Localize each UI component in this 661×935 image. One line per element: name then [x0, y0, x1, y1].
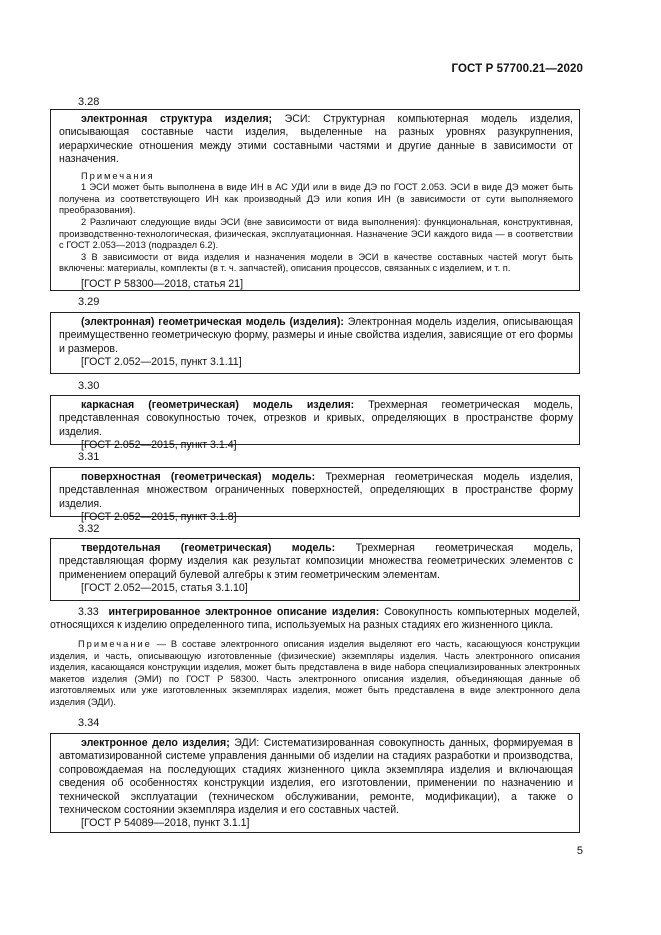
term-box-3-28 [50, 109, 580, 291]
notes-heading-3-28: Примечания [81, 170, 155, 181]
definition-text-3-34: ЭДИ: Систематизированная совокупность данных, формируемая в автоматизированной системе управления данными об изделии на стадиях разработки и производства, сопровождаемая на последующих стадиях жизненного цикла экземпляра изделия и включающая сведения об особенностях конструкции изделия, его изготовлении, применении по назначению и технической эксплуатации (техническом обслуживании, ремонте, модификации), а также о техническом состоянии экземпляра изделия и его составных частей. [59, 737, 574, 817]
entry-number-3-33: 3.33 [78, 606, 99, 618]
entry-3-33 [50, 606, 580, 633]
entry-number-3-34: 3.34 [78, 717, 100, 729]
reference-3-30: [ГОСТ 2.052—2015, пункт 3.1.4] [81, 439, 237, 452]
note-3-33 [50, 639, 580, 709]
term-box-3-34 [50, 733, 580, 833]
term-box-3-30 [50, 395, 580, 452]
reference-3-31: [ГОСТ 2.052—2015, пункт 3.1.8] [81, 511, 237, 524]
entry-number-3-30: 3.30 [78, 380, 100, 392]
note-3-3-28: 3 В зависимости от вида изделия и назначения модели в ЭСИ в качестве составных частей могут быть включены: материалы, комплекты (в т. ч. запчастей), описания процессов, связанных с изделием, и т. п. [59, 251, 573, 274]
term-box-3-29 [50, 312, 580, 374]
definition-3-34 [59, 737, 573, 817]
term-3-34: электронное дело изделия; [81, 737, 230, 749]
term-3-29: (электронная) геометрическая модель (изделия): [81, 316, 344, 328]
definition-3-32 [59, 542, 573, 582]
definition-3-31 [59, 471, 573, 511]
entry-number-3-28: 3.28 [78, 96, 100, 108]
definition-text-3-30: Трехмерная геометрическая модель, представленная совокупностью точек, отрезков и кривых, определяющих в пространстве форму изделия. [59, 399, 574, 438]
term-3-32: твердотельная (геометрическая) модель: [81, 542, 336, 554]
document-id: ГОСТ Р 57700.21—2020 [451, 63, 583, 75]
entry-number-3-31: 3.31 [78, 451, 100, 463]
entry-number-3-29: 3.29 [78, 296, 100, 308]
definition-3-30 [59, 399, 573, 439]
definition-text-3-28: ЭСИ: Структурная компьютерная модель изделия, описывающая составные части изделия, выделенные на разных уровнях разукрупнения, иерархические отношения между этими составными частями и другие данные в зависимости от назначения. [59, 113, 573, 166]
reference-3-29: [ГОСТ 2.052—2015, пункт 3.1.11] [81, 356, 242, 369]
definition-3-29 [59, 316, 573, 356]
term-3-33: интегрированное электронное описание изделия: [108, 606, 380, 618]
note-heading-3-33: Примечание [78, 639, 152, 649]
reference-3-32: [ГОСТ 2.052—2015, статья 3.1.10] [81, 582, 248, 595]
reference-3-34: [ГОСТ Р 54089—2018, пункт 3.1.1] [81, 817, 250, 830]
term-box-3-32 [50, 538, 580, 601]
term-3-31: поверхностная (геометрическая) модель: [81, 471, 316, 483]
definition-3-28 [59, 113, 573, 167]
definition-text-3-31: Трехмерная геометрическая модель изделия, представленная множеством ограниченных поверхностей, определяющих в пространстве форму изделия. [59, 471, 573, 510]
definition-text-3-33: Совокупность компьютерных моделей, относящихся к изделию определенного типа, используемых на разных стадиях его жизненного цикла. [50, 606, 580, 632]
term-3-30: каркасная (геометрическая) модель изделия: [81, 399, 355, 411]
note-2-3-28: 2 Различают следующие виды ЭСИ (вне зависимости от вида выполнения): функциональная, конструктивная, производственно-технологическая, физическая, эксплуатационная. Назначение ЭСИ каждого вида — в соответствии с ГОСТ 2.053—2013 (подраздел 6.2). [59, 217, 573, 251]
note-text-3-33: — В составе электронного описания изделия выделяют его часть, касающуюся конструкции изделия, и часть, описывающую изготовленные (физические) экземпляры изделия. Часть электронного описания изделия, касающаяся конструкции изделия, может быть представлена в виде набора специализированных электронных макетов изделия (ЭМИ) по ГОСТ Р 58300. Часть электронного описания изделия, объединяющая данные об изготовляемых или уже изготовленных экземплярах изделия, может быть представлена в виде электронного дела изделия (ЭДИ). [50, 639, 580, 707]
note-1-3-28: 1 ЭСИ может быть выполнена в виде ИН в АС УДИ или в виде ДЭ по ГОСТ 2.053. ЭСИ в виде ДЭ может быть получена из соответствующего ИН как производный ДЭ или копия ИН (в зависимости от сути выполняемого преобразования). [59, 182, 573, 216]
term-box-3-31 [50, 467, 580, 524]
page-number: 5 [576, 845, 583, 857]
reference-3-28: [ГОСТ Р 58300—2018, статья 21] [81, 277, 244, 290]
definition-3-33 [50, 606, 580, 633]
definition-text-3-29: Электронная модель изделия, описывающая преимущественно геометрическую форму, размеры и иные свойства изделия, зависящие от его формы и размеров. [59, 316, 573, 355]
definition-text-3-32: Трехмерная геометрическая модель, представляющая форму изделия как результат композиции множества геометрических элементов с применением операций булевой алгебры к этим геометрическим элементам. [59, 542, 573, 581]
term-3-28: электронная структура изделия; [81, 113, 273, 125]
entry-number-3-32: 3.32 [78, 523, 100, 535]
